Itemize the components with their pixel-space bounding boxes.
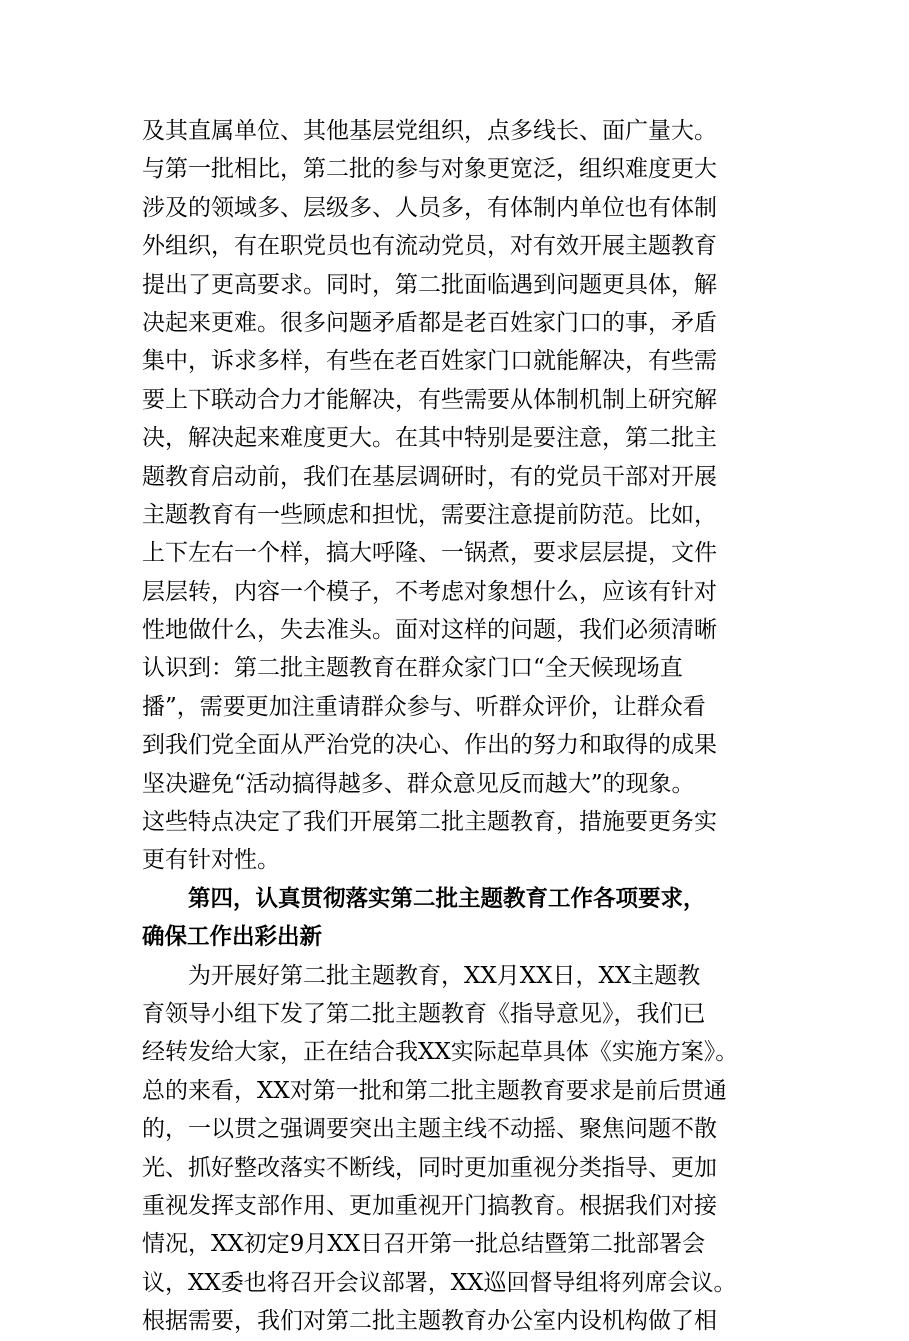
paragraph-line: 上下左右一个样，搞大呼隆、一锅煮，要求层层提，文件 <box>142 540 717 567</box>
paragraph-line: 播”，需要更加注重请群众参与、听群众评价，让群众看 <box>142 693 706 720</box>
paragraph-line: 根据需要，我们对第二批主题教育办公室内设机构做了相 <box>142 1308 717 1335</box>
paragraph-line: 育领导小组下发了第二批主题教育《指导意见》，我们已 <box>142 1000 706 1027</box>
paragraph-line: 更有针对性。 <box>142 847 280 874</box>
paragraph-line: 的，一以贯之强调要突出主题主线不动摇、聚焦问题不散 <box>142 1116 717 1143</box>
section-heading-line: 第四，认真贯彻落实第二批主题教育工作各项要求， <box>188 885 706 912</box>
paragraph-line: 坚决避免“活动搞得越多、群众意见反而越大”的现象。 <box>142 770 695 797</box>
paragraph-line: 及其直属单位、其他基层党组织，点多线长、面广量大。 <box>142 118 717 144</box>
paragraph-line: 情况，XX初定9月XX日召开第一批总结暨第二批部署会 <box>142 1231 706 1258</box>
paragraph-line: 到我们党全面从严治党的决心、作出的努力和取得的成果 <box>142 732 717 759</box>
paragraph-line: 为开展好第二批主题教育，XX月XX日，XX主题教 <box>188 962 701 989</box>
paragraph-line: 集中，诉求多样，有些在老百姓家门口就能解决，有些需 <box>142 348 717 375</box>
paragraph-line: 决起来更难。很多问题矛盾都是老百姓家门口的事，矛盾 <box>142 309 717 336</box>
paragraph-line: 层层转，内容一个模子，不考虑对象想什么，应该有针对 <box>142 578 717 605</box>
paragraph-line: 总的来看，XX对第一批和第二批主题教育要求是前后贯通 <box>142 1077 727 1104</box>
paragraph-line: 性地做什么，失去准头。面对这样的问题，我们必须清晰 <box>142 617 717 644</box>
paragraph-line: 决，解决起来难度更大。在其中特别是要注意，第二批主 <box>142 425 717 452</box>
paragraph-line: 光、抓好整改落实不断线，同时更加重视分类指导、更加 <box>142 1154 717 1181</box>
paragraph-line: 认识到：第二批主题教育在群众家门口“全天候现场直 <box>142 655 683 682</box>
paragraph-line: 这些特点决定了我们开展第二批主题教育，措施要更务实 <box>142 809 717 836</box>
paragraph-line: 经转发给大家，正在结合我XX实际起草具体《实施方案》。 <box>142 1039 739 1066</box>
section-heading-line: 确保工作出彩出新 <box>142 924 323 951</box>
paragraph-line: 提出了更高要求。同时，第二批面临遇到问题更具体，解 <box>142 271 717 298</box>
document-body <box>142 112 792 1341</box>
paragraph-line: 要上下联动合力才能解决，有些需要从体制机制上研究解 <box>142 386 717 413</box>
paragraph-line: 议，XX委也将召开会议部署，XX巡回督导组将列席会议。 <box>142 1269 737 1296</box>
paragraph-line: 题教育启动前，我们在基层调研时，有的党员干部对开展 <box>142 463 717 490</box>
paragraph-line: 主题教育有一些顾虑和担忧，需要注意提前防范。比如， <box>142 501 717 528</box>
paragraph-line: 重视发挥支部作用、更加重视开门搞教育。根据我们对接 <box>142 1192 717 1219</box>
paragraph-line: 与第一批相比，第二批的参与对象更宽泛，组织难度更大 <box>142 156 717 183</box>
paragraph-line: 涉及的领域多、层级多、人员多，有体制内单位也有体制 <box>142 194 717 221</box>
paragraph-line: 外组织，有在职党员也有流动党员，对有效开展主题教育 <box>142 233 717 260</box>
